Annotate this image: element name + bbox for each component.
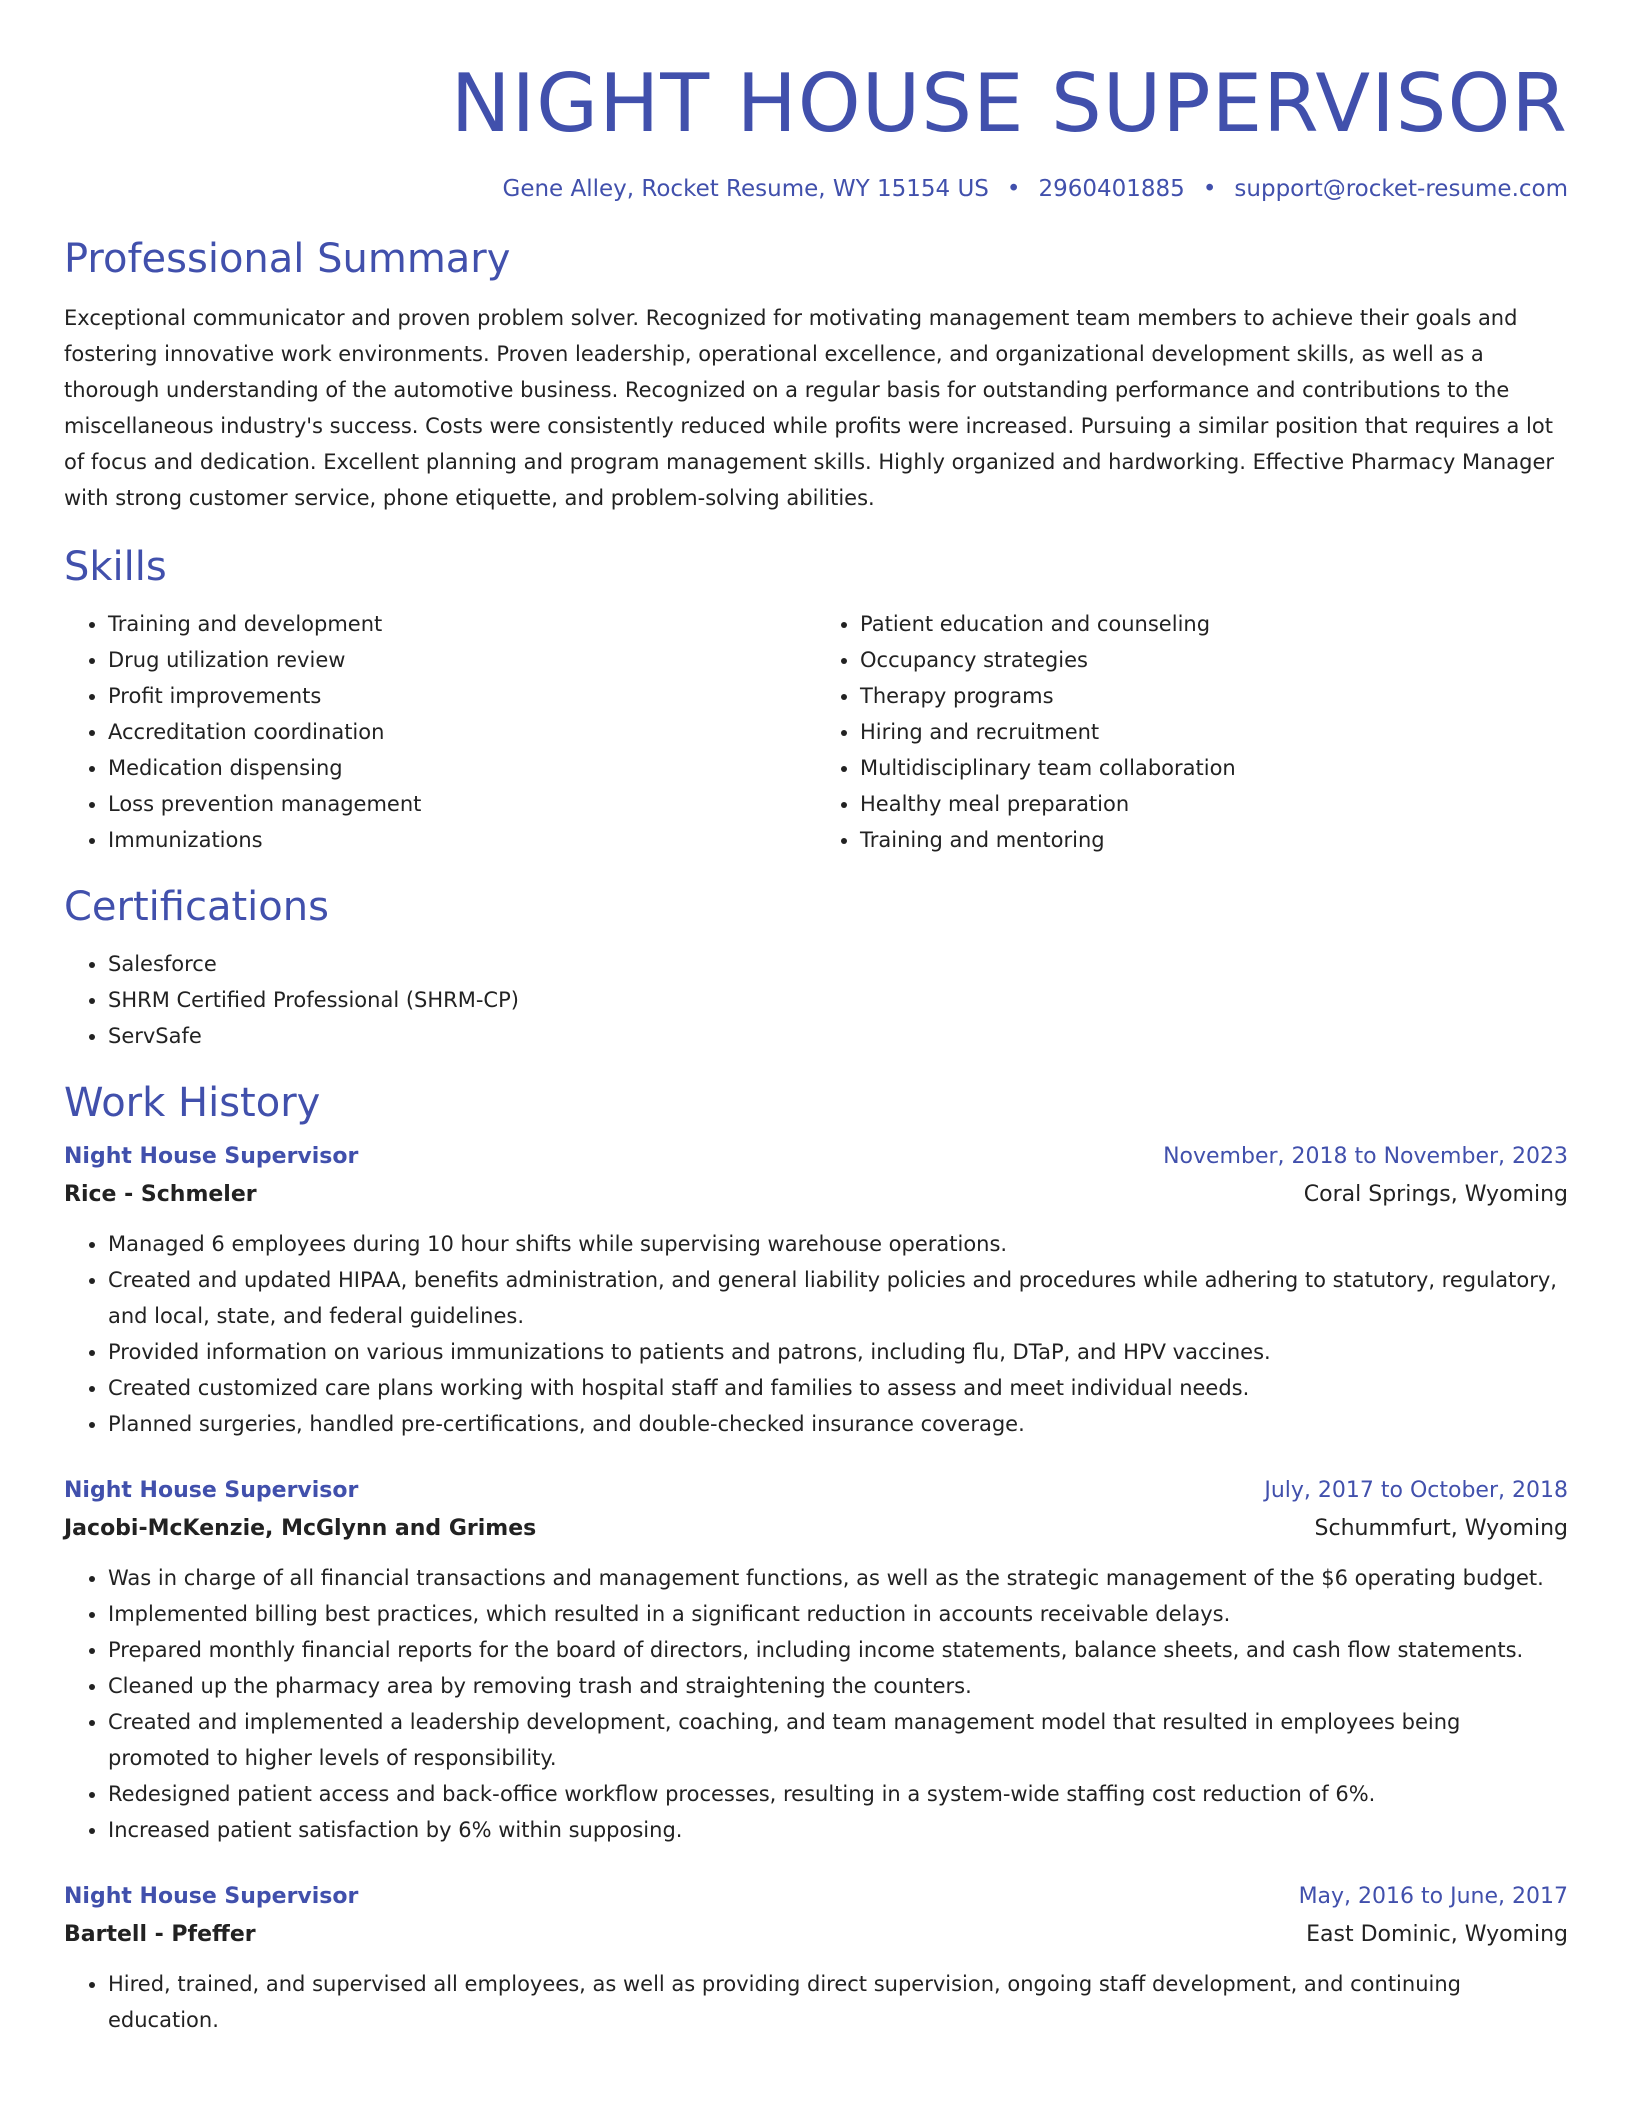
job-entry <box>64 1472 1568 1848</box>
job-company: Bartell - Pfeffer <box>64 1922 256 1947</box>
resume-page <box>64 0 1568 2038</box>
job-bullet: • Created customized care plans working with hospital staff and families to assess and meet individual needs. <box>108 1370 1568 1406</box>
skill-item: • Accreditation coordination <box>108 714 816 750</box>
contact-line <box>64 172 1568 206</box>
skill-item: • Patient education and counseling <box>860 606 1568 642</box>
certifications-heading: Certifications <box>64 884 329 930</box>
job-entry <box>64 1138 1568 1442</box>
job-dates: November, 2018 to November, 2023 <box>1163 1144 1568 1169</box>
job-dates: July, 2017 to October, 2018 <box>1264 1478 1568 1503</box>
certification-item: • ServSafe <box>108 1018 1568 1054</box>
job-bullets <box>64 1226 1568 1442</box>
contact-address: Gene Alley, Rocket Resume, WY 15154 US <box>502 176 989 202</box>
job-bullets <box>64 1560 1568 1848</box>
contact-separator: • <box>1006 176 1021 202</box>
job-bullet: • Provided information on various immunizations to patients and patrons, including flu, DTaP, and HPV vaccines. <box>108 1334 1568 1370</box>
skill-item: • Multidisciplinary team collaboration <box>860 750 1568 786</box>
resume-name: NIGHT HOUSE SUPERVISOR <box>450 57 1568 150</box>
work-history-heading: Work History <box>64 1080 321 1126</box>
skill-item: • Training and mentoring <box>860 822 1568 858</box>
job-location: Schummfurt, Wyoming <box>1314 1516 1568 1541</box>
certification-item: • Salesforce <box>108 946 1568 982</box>
job-bullet: • Managed 6 employees during 10 hour shifts while supervising warehouse operations. <box>108 1226 1568 1262</box>
job-bullet: • Hired, trained, and supervised all employees, as well as providing direct supervision, ongoing staff development, and continuing education. <box>108 1966 1568 2038</box>
job-company: Rice - Schmeler <box>64 1182 257 1207</box>
skills-list-left <box>64 606 816 858</box>
job-subheader <box>64 1510 1568 1548</box>
job-entry <box>64 1878 1568 2038</box>
skill-item: • Healthy meal preparation <box>860 786 1568 822</box>
skill-item: • Occupancy strategies <box>860 642 1568 678</box>
job-subheader <box>64 1916 1568 1954</box>
skills-heading: Skills <box>64 544 167 590</box>
job-bullets <box>64 1966 1568 2038</box>
job-title: Night House Supervisor <box>64 1478 359 1503</box>
job-bullet: • Created and updated HIPAA, benefits administration, and general liability policies and procedures while adhering to statutory, regulatory, and local, state, and federal guidelines. <box>108 1262 1568 1334</box>
skills-list-right <box>816 606 1568 858</box>
skills-columns <box>64 606 1568 858</box>
contact-email: support@rocket-resume.com <box>1234 176 1568 202</box>
job-location: East Dominic, Wyoming <box>1306 1922 1568 1947</box>
skill-item: • Immunizations <box>108 822 816 858</box>
skill-item: • Hiring and recruitment <box>860 714 1568 750</box>
contact-separator: • <box>1202 176 1217 202</box>
skill-item: • Therapy programs <box>860 678 1568 714</box>
job-bullet: • Created and implemented a leadership development, coaching, and team management model that resulted in employees being promoted to higher levels of responsibility. <box>108 1704 1568 1776</box>
summary-heading: Professional Summary <box>64 236 511 282</box>
job-bullet: • Prepared monthly financial reports for the board of directors, including income statements, balance sheets, and cash flow statements. <box>108 1632 1568 1668</box>
job-title: Night House Supervisor <box>64 1144 359 1169</box>
job-bullet: • Redesigned patient access and back-office workflow processes, resulting in a system-wide staffing cost reduction of 6%. <box>108 1776 1568 1812</box>
contact-phone: 2960401885 <box>1038 176 1185 202</box>
skill-item: • Loss prevention management <box>108 786 816 822</box>
job-bullet: • Was in charge of all financial transactions and management functions, as well as the strategic management of the $6 operating budget. <box>108 1560 1568 1596</box>
certification-item: • SHRM Certified Professional (SHRM-CP) <box>108 982 1568 1018</box>
job-bullet: • Increased patient satisfaction by 6% within supposing. <box>108 1812 1568 1848</box>
summary-text: Exceptional communicator and proven problem solver. Recognized for motivating management team members to achieve their goals and fostering innovative work environments. Proven leadership, operational excellence, and organizational development skills, as well as a thorough understanding of the automotive business. Recognized on a regular basis for outstanding performance and contributions to the miscellaneous industry's success. Costs were consistently reduced while profits were increased. Pursuing a similar position that requires a lot of focus and dedication. Excellent planning and program management skills. Highly organized and hardworking. Effective Pharmacy Manager with strong customer service, phone etiquette, and problem-solving abilities. <box>64 306 1554 510</box>
skill-item: • Drug utilization review <box>108 642 816 678</box>
job-title: Night House Supervisor <box>64 1884 359 1909</box>
job-bullet: • Implemented billing best practices, which resulted in a significant reduction in accounts receivable delays. <box>108 1596 1568 1632</box>
job-dates: May, 2016 to June, 2017 <box>1298 1884 1568 1909</box>
job-location: Coral Springs, Wyoming <box>1303 1182 1568 1207</box>
certifications-list <box>64 946 1568 1054</box>
skill-item: • Profit improvements <box>108 678 816 714</box>
job-header <box>64 1878 1568 1916</box>
job-bullet: • Planned surgeries, handled pre-certifications, and double-checked insurance coverage. <box>108 1406 1568 1442</box>
job-header <box>64 1138 1568 1176</box>
job-bullet: • Cleaned up the pharmacy area by removing trash and straightening the counters. <box>108 1668 1568 1704</box>
job-header <box>64 1472 1568 1510</box>
job-company: Jacobi-McKenzie, McGlynn and Grimes <box>64 1516 537 1541</box>
skill-item: • Medication dispensing <box>108 750 816 786</box>
skill-item: • Training and development <box>108 606 816 642</box>
job-subheader <box>64 1176 1568 1214</box>
